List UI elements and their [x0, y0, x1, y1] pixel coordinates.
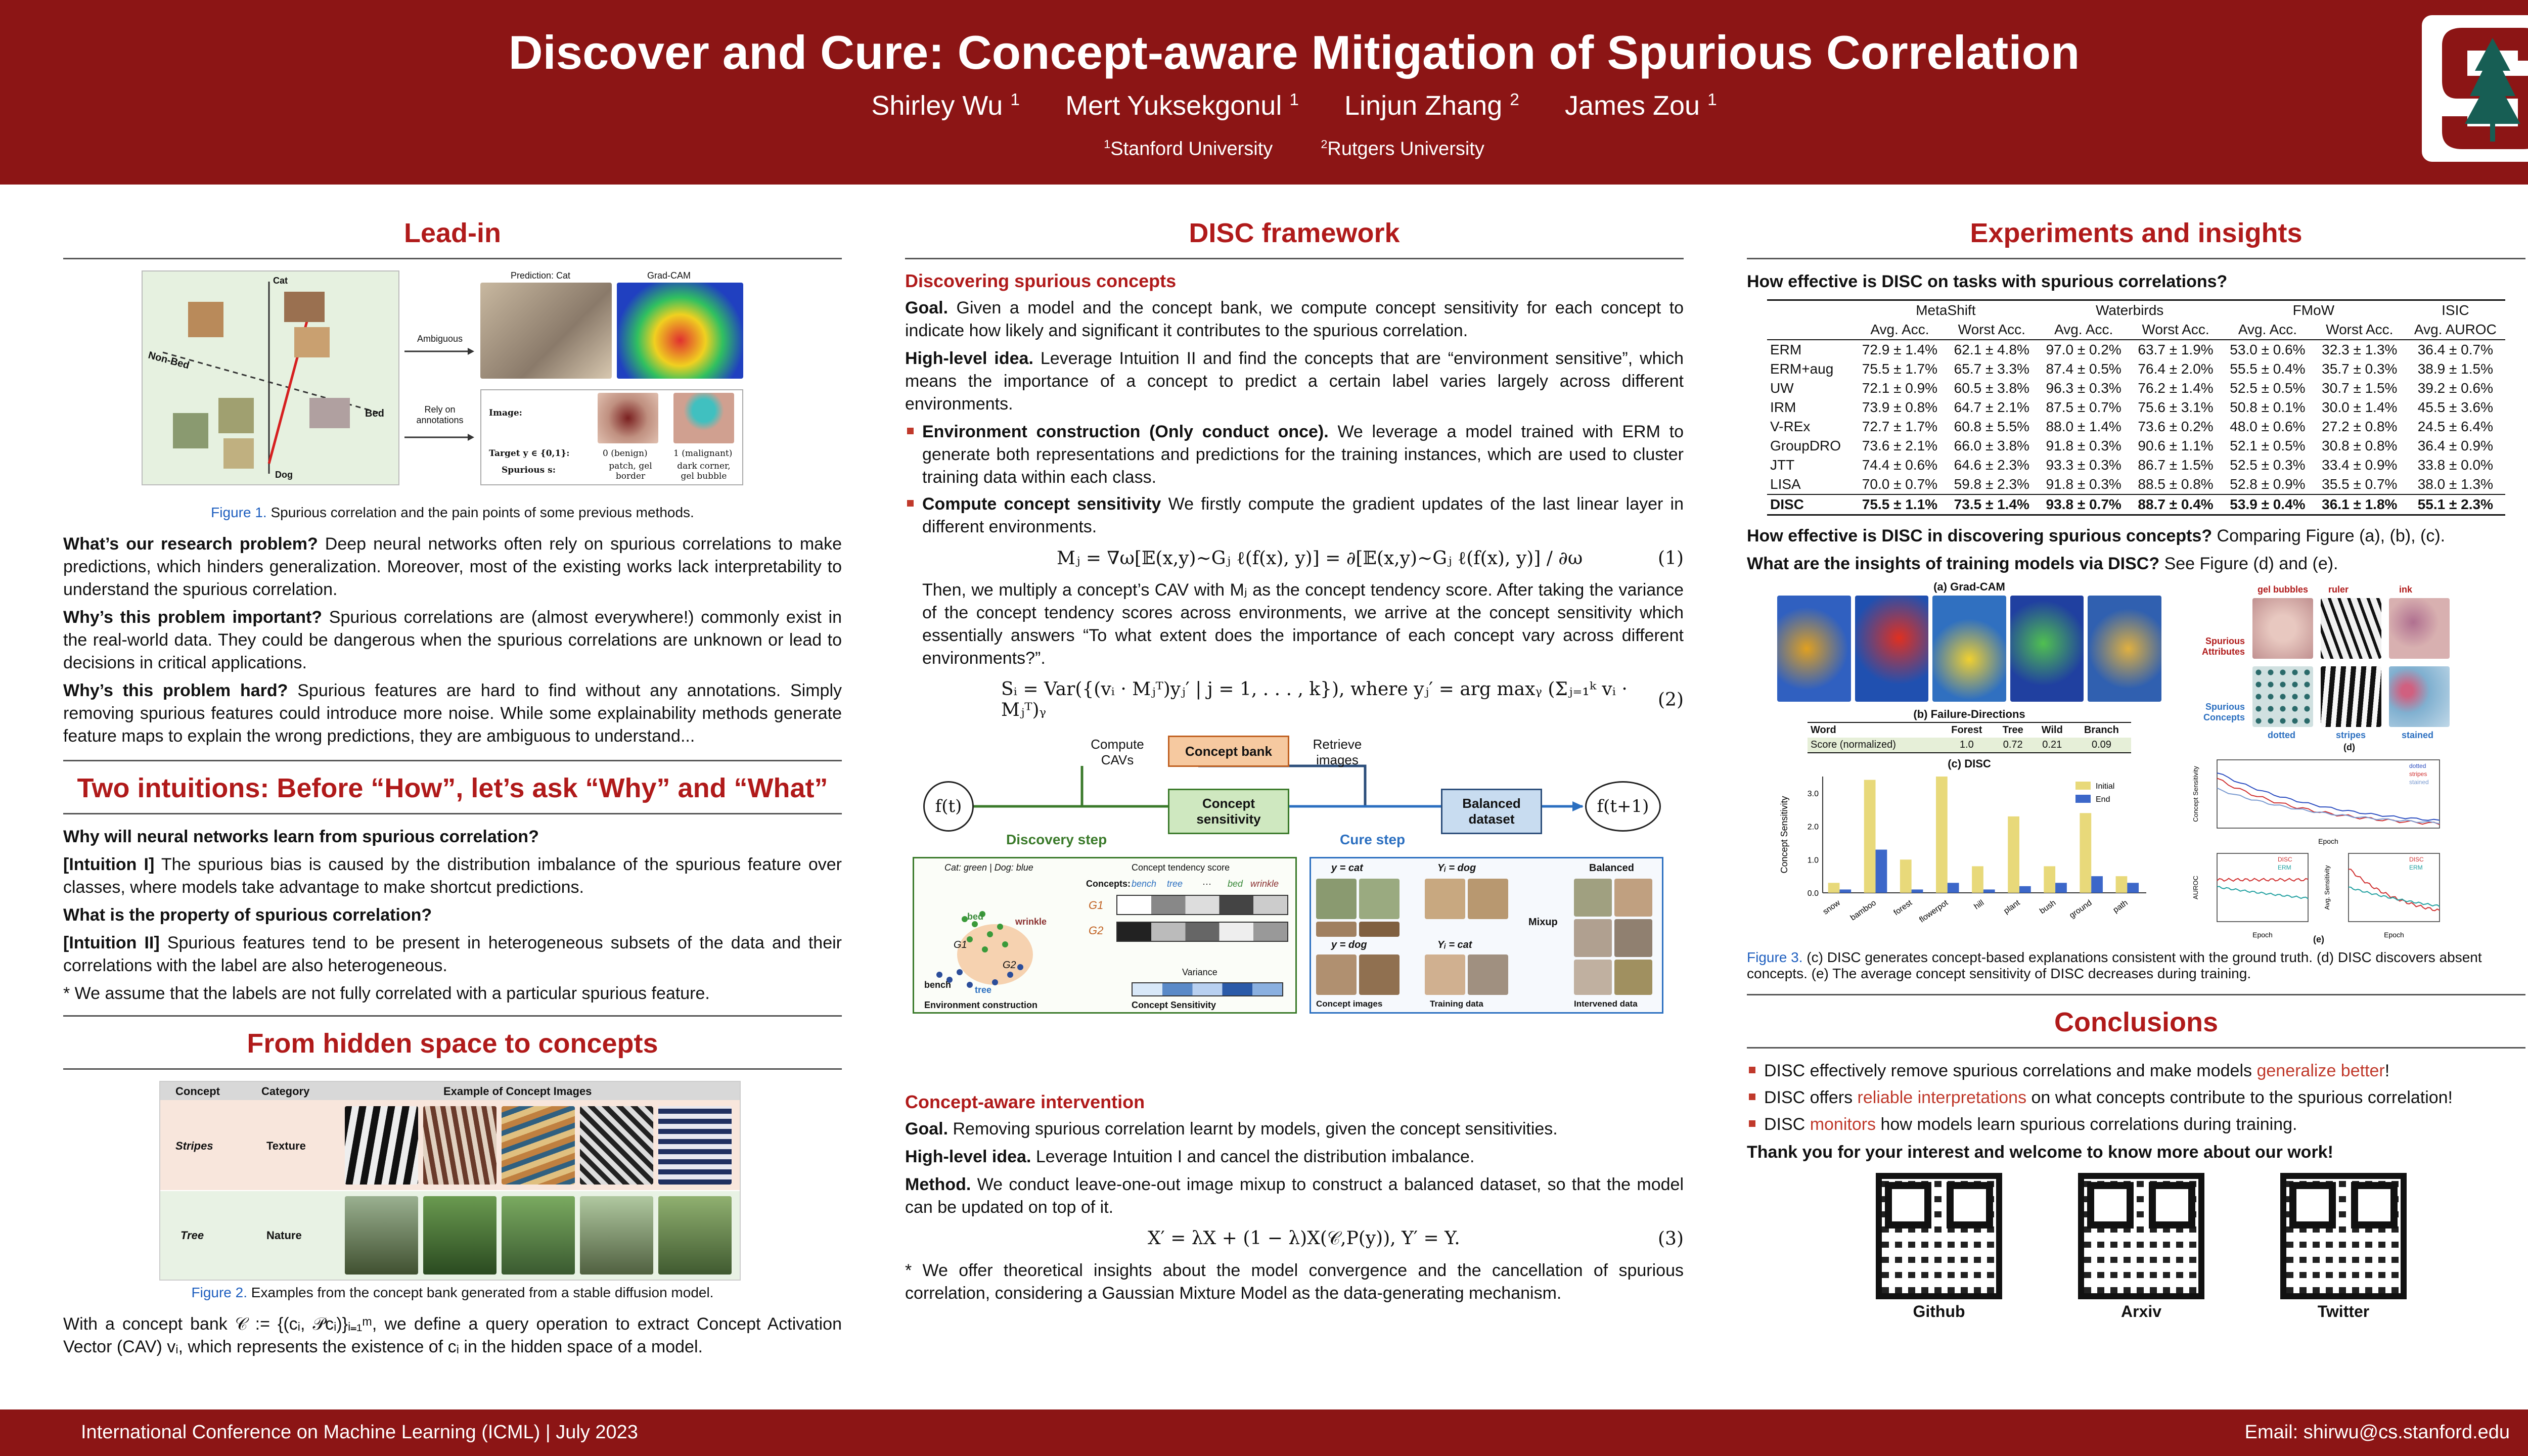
bar-initial: [1972, 866, 1983, 893]
lesion-image: [673, 393, 734, 443]
method: Method. We conduct leave-one-out image mixup to construct a balanced dataset, so that the model can be updated on top of it.: [905, 1175, 1684, 1217]
plot-area: [2349, 853, 2440, 922]
concept-row: Tree Nature: [160, 1191, 740, 1280]
latent-space-plot: [142, 270, 399, 485]
intuition-1: [Intuition I] The spurious bias is caused by the distribution imbalance of the spurious feature over classes, where models take advantage to make shortcut predictions.: [63, 855, 842, 897]
table-row: UW 72.1 ± 0.9% 60.5 ± 3.8% 96.3 ± 0.3% 76.2 ± 1.4% 52.5 ± 0.5% 30.7 ± 1.5% 39.2 ± 0.6%: [1770, 380, 2493, 396]
table-row: DISC 75.5 ± 1.1% 73.5 ± 1.4% 93.8 ± 0.7% 88.7 ± 0.4% 53.9 ± 0.4% 36.1 ± 1.8% 55.1 ± 2.3%: [1767, 494, 2505, 515]
legend-label: DISC: [2409, 856, 2424, 863]
x-tick-label: snow: [1821, 898, 1842, 917]
tendency-text: Then, we multiply a concept’s CAV with Mⱼ as the concept tendency score. After taking the variance of the concept tendency scores across environments, we arrive at the concept sensitivity which essentially answers “To what extent does the importance of each concept vary across different environments?”.: [922, 580, 1684, 668]
x-tick-label: plant: [2002, 898, 2022, 916]
right-column: [1747, 217, 2525, 1321]
prediction-image: [480, 283, 612, 379]
label-bed: Bed: [365, 408, 384, 419]
conference-label: International Conference on Machine Learning (ICML) | July 2023: [81, 1422, 638, 1443]
legend-label: dotted: [2409, 762, 2426, 769]
legend-label: stripes: [2409, 770, 2427, 778]
plot-area: [2217, 853, 2308, 922]
qr-code-icon[interactable]: [1876, 1173, 2002, 1299]
panel-d-label: (d): [2343, 742, 2355, 752]
author: Mert Yuksekgonul $^1$: [1065, 90, 1299, 121]
disc-diagram: [905, 731, 1684, 1084]
section-title-leadin: Lead-in: [403, 218, 501, 248]
stripes-image: [502, 1106, 575, 1185]
bar-initial: [2116, 876, 2128, 893]
section-title-disc: DISC framework: [1189, 218, 1400, 248]
x-tick-label: path: [2111, 898, 2130, 915]
table-group-row: MetaShift Waterbirds FMoW ISIC: [1916, 302, 2469, 318]
why-hard: Why’s this problem hard? Spurious features are hard to find without any annotations. Simply removing spurious features could introduce more noise. While some explainability methods generate feature maps to explain the wrong predictions, they are ambiguous to understand...: [63, 681, 842, 746]
email-label: Email: shirwu@cs.stanford.edu: [2244, 1422, 2510, 1443]
bar-end: [1839, 889, 1851, 893]
spurious-concepts-label: Spurious Concepts: [2203, 702, 2245, 722]
qr-github[interactable]: Github: [1876, 1173, 2002, 1321]
table-header-row: Avg. Acc. Worst Acc. Avg. Acc. Worst Acc. Avg. Acc. Worst Acc. Avg. AUROC: [1767, 320, 2505, 340]
table-row: ERM+aug 75.5 ± 1.7% 65.7 ± 3.3% 87.4 ± 0.5% 76.4 ± 2.0% 55.5 ± 0.4% 35.7 ± 0.3% 38.9 ± 1.5%: [1770, 361, 2493, 377]
ink-image: [2389, 598, 2450, 659]
divider: [1747, 258, 2525, 259]
panel-e-label: (e): [2313, 934, 2324, 944]
legend-label: ERM: [2409, 864, 2423, 871]
bar-initial: [1864, 780, 1876, 893]
table-row: LISA 70.0 ± 0.7% 59.8 ± 2.3% 91.8 ± 0.3% 88.5 ± 0.8% 52.8 ± 0.9% 35.5 ± 0.7% 38.0 ± 1.3%: [1770, 476, 2493, 492]
label-ambiguous: Ambiguous: [417, 334, 463, 344]
goal: Goal. Given a model and the concept bank, we compute concept sensitivity for each concept to indicate how likely and significant it contributes to the spurious correlation.: [905, 298, 1684, 340]
bar-initial: [1828, 883, 1840, 893]
bar-initial: [1900, 859, 1912, 893]
avg-sensitivity-line-chart: [2323, 848, 2445, 939]
legend-label: End: [2096, 795, 2110, 804]
figure-2-caption: Figure 2. Examples from the concept bank generated from a stable diffusion model.: [191, 1285, 714, 1300]
table-row: V-REx 72.7 ± 1.7% 60.8 ± 5.5% 88.0 ± 1.4% 73.6 ± 0.2% 48.0 ± 0.6% 27.2 ± 0.8% 24.5 ± 6.4%: [1770, 419, 2493, 434]
cure-step-label: Cure step: [1340, 832, 1406, 847]
goal-2: Goal. Removing spurious correlation learnt by models, given the concept sensitivities.: [905, 1119, 1558, 1139]
divider: [1747, 994, 2525, 995]
author: Shirley Wu $^1$: [871, 90, 1020, 121]
label-gradcam: Grad-CAM: [647, 270, 691, 281]
bar-end: [1876, 850, 1887, 893]
legend-label: Initial: [2096, 782, 2115, 791]
cure-panel: y = cat Yᵢ = dog Balanced y = dog Yᵢ = cat Mixup Concept images Training data Intervened data: [1310, 857, 1663, 1014]
conclusion-2: DISC offers reliable interpretations on what concepts contribute to the spurious correlation!: [1747, 1086, 2525, 1109]
experiments-question-3: What are the insights of training models via DISC? See Figure (d) and (e).: [1747, 554, 2338, 573]
bar-initial: [2080, 813, 2091, 893]
tree-image: [502, 1196, 575, 1275]
stained-image: [2389, 666, 2450, 727]
bar-initial: [2008, 816, 2019, 893]
x-tick-label: bamboo: [1848, 898, 1878, 923]
tree-image: [423, 1196, 496, 1275]
y-tick-label: 1.0: [1807, 856, 1819, 865]
table-row: JTT 74.4 ± 0.6% 64.6 ± 2.3% 93.3 ± 0.3% 86.7 ± 1.5% 52.5 ± 0.3% 33.4 ± 0.9% 33.8 ± 0.0%: [1770, 457, 2493, 473]
research-problem: What’s our research problem? Deep neural networks often rely on spurious correlations to make predictions, which hinders generalization. Moreover, most of the existing works lack interpretability to understand the spurious correlation.: [63, 534, 842, 599]
author: Linjun Zhang $^2$: [1344, 90, 1519, 121]
failure-directions-title: (b) Failure-Directions: [1913, 708, 2025, 720]
label-prediction: Prediction: Cat: [511, 270, 571, 281]
qr-codes: [1838, 1173, 2445, 1321]
bar-end: [1983, 889, 1995, 893]
label-dog: Dog: [275, 470, 293, 480]
x-tick-label: forest: [1892, 898, 1914, 918]
x-axis-label: Epoch: [2384, 931, 2404, 939]
subsection-cure: Concept-aware intervention: [905, 1091, 1145, 1112]
section-title-hidden: From hidden space to concepts: [247, 1028, 658, 1059]
bar-initial: [2044, 866, 2055, 893]
concept-bank-text: With a concept bank 𝒞 := {(cᵢ, 𝒫cᵢ)}ᵢ₌₁ᵐ, we define a query operation to extract Concept Activation Vector (CAV) vᵢ, which represents the existence of cᵢ in the hidden space of a model.: [63, 1314, 842, 1356]
divider: [905, 258, 1684, 259]
legend-label: ERM: [2278, 864, 2291, 871]
x-tick-label: bush: [2038, 898, 2058, 916]
updated-model-node: f(t+1): [1585, 781, 1661, 832]
label-non-bed: Non-Bed: [147, 349, 191, 372]
legend-swatch: [2075, 782, 2091, 790]
gradcam-title: (a) Grad-CAM: [1933, 580, 2005, 593]
experiments-question-2: How effective is DISC in discovering spurious concepts? Comparing Figure (a), (b), (c).: [1747, 526, 2446, 545]
equation-1: Mⱼ = ∇ω[𝔼(x,y)∼Gⱼ ℓ(f(x), y)] = ∂[𝔼(x,y)∼Gⱼ ℓ(f(x), y)] / ∂ω (1): [1057, 548, 1684, 569]
left-column: [63, 217, 842, 1363]
bar-end: [1912, 889, 1923, 893]
section-title-intuitions: Two intuitions: Before “How”, let’s ask “Why” and “What”: [77, 773, 828, 803]
plot-area: [2217, 760, 2440, 828]
middle-column: [905, 217, 1684, 1310]
equation-3: X′ = λX + (1 − λ)X(𝒞,P(y)), Y′ = Y. (3): [1148, 1228, 1684, 1249]
concept-table-header: Concept Category Example of Concept Images: [160, 1082, 740, 1100]
qr-arxiv[interactable]: Arxiv: [2078, 1173, 2204, 1321]
lesion-image: [598, 393, 658, 443]
divider: [63, 1068, 842, 1070]
figure-1-caption: Figure 1. Spurious correlation and the pain points of some previous methods.: [211, 505, 694, 520]
spurious-attributes-label: Spurious Attributes: [2202, 636, 2245, 657]
concept-row: Stripes Texture: [160, 1100, 740, 1190]
label-cat: Cat: [273, 276, 288, 286]
bullet-sensitivity: Compute concept sensitivity We firstly compute the gradient updates of the last linear layer in different environments.: [905, 493, 1684, 538]
table-row: GroupDRO 73.6 ± 2.1% 66.0 ± 3.8% 91.8 ± 0.3% 90.6 ± 1.1% 52.1 ± 0.5% 30.8 ± 0.8% 36.4 ± 0.9%: [1770, 438, 2493, 453]
divider: [63, 1015, 842, 1017]
bar-initial: [1936, 777, 1948, 893]
figure-2: [159, 1081, 741, 1281]
poster-title: Discover and Cure: Concept-aware Mitigation of Spurious Correlation: [508, 26, 2080, 79]
author: James Zou $^1$: [1564, 90, 1717, 121]
equation-2: Sᵢ = Var({(vᵢ · Mⱼᵀ)yⱼ′ | j = 1, . . . , k}), where yⱼ′ = arg maxᵧ (Σⱼ₌₁ᵏ vᵢ · Mⱼᵀ)ᵧ (2): [1001, 679, 1684, 720]
figure-3-caption: Figure 3. (c) DISC generates concept-based explanations consistent with the ground truth. (d) DISC discovers absent concepts. (e) The average concept sensitivity of DISC decreases during training.: [1747, 949, 2482, 981]
gradcam-image: [617, 283, 743, 379]
y-tick-label: 3.0: [1807, 789, 1819, 798]
tree-image: [658, 1196, 732, 1275]
y-axis-label: AUROC: [2192, 876, 2199, 899]
experiments-question-1: How effective is DISC on tasks with spurious correlations?: [1747, 272, 2228, 291]
dotted-image: [2252, 666, 2313, 727]
affiliations: $^1$Stanford University $^2$Rutgers University: [1104, 138, 1484, 160]
discovery-step-label: Discovery step: [1006, 832, 1107, 847]
balanced-dataset-box: Balanced dataset: [1441, 789, 1542, 834]
model-node: f(t): [923, 781, 974, 832]
disc-chart-title: (c) DISC: [1948, 757, 1991, 770]
x-axis-label: Epoch: [2252, 931, 2273, 939]
table-row: ERM 72.9 ± 1.4% 62.1 ± 4.8% 97.0 ± 0.2% 63.7 ± 1.9% 53.0 ± 0.6% 32.3 ± 1.3% 36.4 ± 0.7%: [1770, 342, 2493, 357]
subsection-discover: Discovering spurious concepts: [905, 270, 1177, 291]
stripes-image: [658, 1106, 732, 1185]
discovery-panel: Cat: green | Dog: blue bed wrinkle bench tree G1 G2 Environment construction Concept tendency score Concepts: bench tree ··· bed wrinkle G1 G2 Variance Concept Sensitivity: [913, 857, 1297, 1014]
intuition-2: [Intuition II] Spurious features tend to be present in heterogeneous subsets of the data and their correlations with the label are also heterogeneous.: [63, 933, 842, 975]
intuition-question-1: Why will neural networks learn from spurious correlation?: [63, 827, 539, 846]
qr-code-icon[interactable]: [2280, 1173, 2407, 1299]
x-tick-label: ground: [2068, 898, 2094, 920]
intuition-question-2: What is the property of spurious correlation?: [63, 905, 432, 925]
bullet-environment: Environment construction (Only conduct once). We leverage a model trained with ERM to generate both representations and predictions for the training instances, which are used to cluster training data within each class.: [905, 421, 1684, 489]
label-rely: Rely on annotations: [416, 404, 464, 425]
concept-bank-box: Concept bank: [1168, 736, 1289, 767]
y-axis-label: Concept Sensitivity: [2192, 766, 2199, 822]
disc-bar-chart: [1777, 771, 2161, 943]
concept-sensitivity-line-chart: [2192, 755, 2445, 846]
tree-image: [580, 1196, 653, 1275]
stripes-image: [2321, 666, 2381, 727]
stripes-image: [580, 1106, 653, 1185]
bar-end: [2127, 883, 2139, 893]
y-axis-label: Concept Sensitivity: [1779, 796, 1789, 874]
gradcam-strip: [1777, 596, 2161, 702]
stripes-image: [423, 1106, 496, 1185]
theory-note: * We offer theoretical insights about the model convergence and the cancellation of spurious correlation, considering a Gaussian Mixture Model as the data-generating mechanism.: [905, 1261, 1684, 1303]
bar-end: [2019, 886, 2031, 893]
tree-image: [345, 1196, 418, 1275]
conclusion-1: DISC effectively remove spurious correlations and make models generalize better!: [1747, 1060, 2525, 1082]
results-table: [1767, 299, 2505, 516]
stripes-image: [345, 1106, 418, 1185]
divider: [63, 258, 842, 259]
conclusion-3: DISC monitors how models learn spurious correlations during training.: [1747, 1113, 2525, 1136]
auroc-line-chart: [2192, 848, 2313, 939]
y-tick-label: 0.0: [1807, 889, 1819, 898]
assumption-note: * We assume that the labels are not fully correlated with a particular spurious feature.: [63, 984, 710, 1003]
retrieve-images-label: Retrieve images: [1313, 737, 1362, 767]
y-tick-label: 2.0: [1807, 823, 1819, 832]
divider: [63, 760, 842, 761]
table-row: IRM 73.9 ± 0.8% 64.7 ± 2.1% 87.5 ± 0.7% 75.6 ± 3.1% 50.8 ± 0.1% 30.0 ± 1.4% 45.5 ± 3.6%: [1770, 399, 2493, 415]
section-title-conclusions: Conclusions: [2054, 1007, 2219, 1037]
stanford-logo: [2422, 15, 2528, 162]
high-level-idea: High-level idea. Leverage Intuition II and find the concepts that are “environment sensitive”, which means the importance of a concept to predict a certain label varies largely across different environments.: [905, 349, 1684, 414]
legend-swatch: [2075, 795, 2091, 803]
why-important: Why’s this problem important? Spurious correlations are (almost everywhere!) commonly exist in the real-world data. They could be dangerous when the spurious correlations are unknown or lead to decisions in critical applications.: [63, 608, 842, 672]
bar-end: [2055, 883, 2067, 893]
high-level-idea-2: High-level idea. Leverage Intuition I and cancel the distribution imbalance.: [905, 1147, 1475, 1166]
legend-label: stained: [2409, 779, 2429, 786]
qr-twitter[interactable]: Twitter: [2280, 1173, 2407, 1321]
figure-1: [142, 270, 743, 500]
bar-end: [1948, 883, 1959, 893]
gel-bubbles-image: [2252, 598, 2313, 659]
annotation-table: Image: Target y ∈ {0,1}: 0 (benign) 1 (malignant) Spurious s: patch, gel border dark corner, gel bubble: [480, 389, 743, 485]
compute-cavs-label: Compute CAVs: [1091, 737, 1144, 767]
section-title-experiments: Experiments and insights: [1970, 218, 2303, 248]
thanks: Thank you for your interest and welcome to know more about our work!: [1747, 1143, 2333, 1162]
ruler-image: [2321, 598, 2381, 659]
x-tick-label: flowerpot: [1918, 898, 1950, 925]
qr-code-icon[interactable]: [2078, 1173, 2204, 1299]
y-axis-label: Avg. Sensitivity: [2323, 865, 2331, 910]
divider: [1747, 1047, 2525, 1049]
poster-footer: [0, 1409, 2528, 1456]
concept-sensitivity-box: Concept sensitivity: [1168, 789, 1289, 834]
x-tick-label: hill: [1972, 898, 1986, 912]
divider: [63, 813, 842, 814]
bar-end: [2091, 876, 2103, 893]
failure-directions-table: Word Forest Tree Wild Branch Score (normalized) 1.0 0.72 0.21 0.09: [1808, 722, 2131, 753]
author-list: [0, 90, 2528, 121]
legend-label: DISC: [2278, 856, 2292, 863]
figure-3: (a) Grad-CAM (b) Failure-Directions Word Forest Tree Wild Branch Score (normalized) 1.0 0.72 0.21 0.09 (c) DISC 0.0 1.0 2.0 3.0 Concept Sensitivity snow bamboo forest flowerpot hill plant bush ground path Initial End Spurious Attributes Spurious Concepts gel bubbles ruler ink dotted stripes stained (d) dotted stripes stained Concept Sensitivity Epoch DISC ERM AUROC Epoch DISC ERM Avg. Sensitivity Epoch (e): [1747, 580, 2525, 949]
x-axis-label: Epoch: [2318, 837, 2338, 845]
poster-header: [0, 0, 2528, 185]
